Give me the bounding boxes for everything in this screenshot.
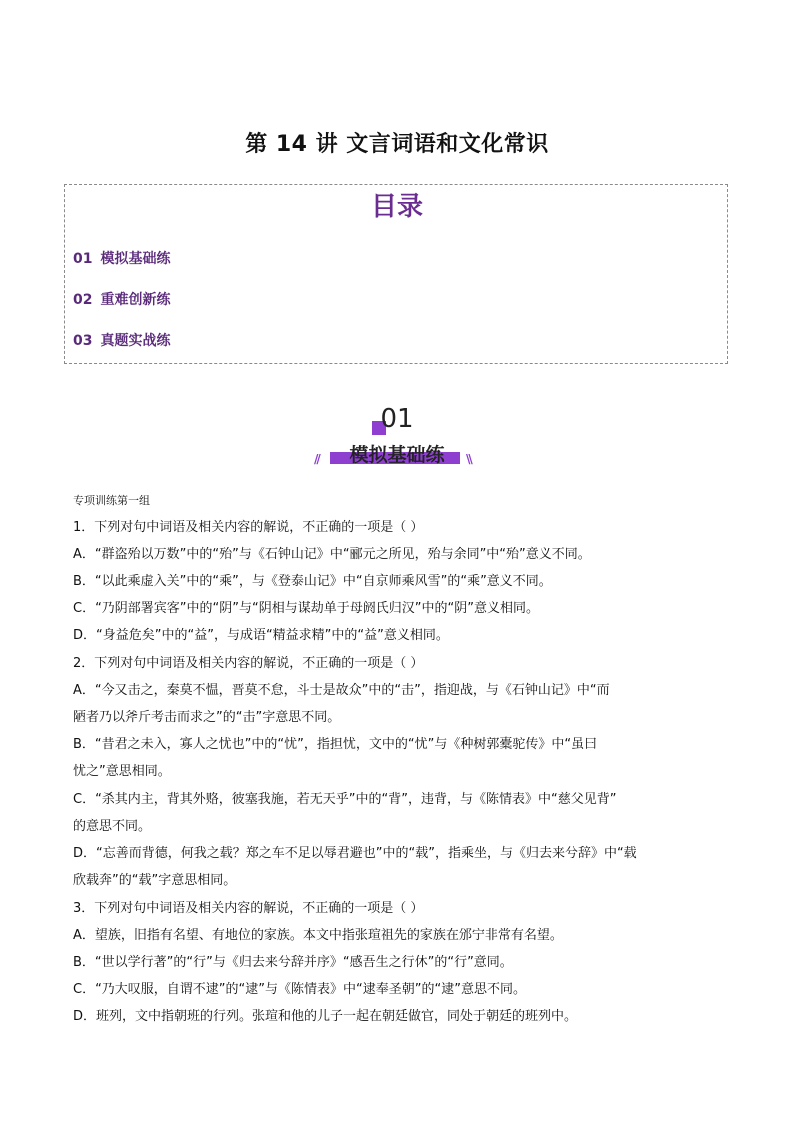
question-line: 2．下列对句中词语及相关内容的解说，不正确的一项是（ ）: [73, 656, 424, 671]
question-line: 陋者乃以斧斤考击而求之”的“击”字意思不同。: [73, 710, 341, 725]
question-line: D．“忘善而背德，何我之载？郑之车不足以辱君避也”中的“载”，指乘坐，与《归去来兮辞》中“载: [73, 846, 637, 861]
question-line: B．“以此乘虚入关”中的“乘”，与《登泰山记》中“自京师乘风雪”的“乘”意义不同。: [73, 574, 552, 589]
toc-item-3[interactable]: [73, 330, 170, 350]
question-line: 欣载奔”的“载”字意思相同。: [73, 873, 237, 888]
question-line: C．“杀其内主，背其外赂，彼塞我施，若无天乎”中的“背”，违背，与《陈情表》中“慈父见背”: [73, 792, 617, 807]
question-line: C．“乃阴部署宾客”中的“阴”与“阴相与谋劫单于母阏氏归汉”中的“阴”意义相同。: [73, 601, 539, 616]
question-line: 忧之”意思相同。: [73, 764, 171, 779]
toc-item-label: 模拟基础练: [100, 251, 171, 267]
question-line: 1．下列对句中词语及相关内容的解说，不正确的一项是（ ）: [73, 520, 424, 535]
question-line: B．“世以学行著”的“行”与《归去来兮辞并序》“感吾生之行休”的“行”意同。: [73, 955, 513, 970]
toc-item-number: 03: [73, 333, 93, 349]
question-line: A．“今又击之，秦莫不愠，晋莫不怠，斗士是故众”中的“击”，指迎战，与《石钟山记》中“而: [73, 683, 610, 698]
question-line: C．“乃大叹服，自谓不逮”的“逮”与《陈情表》中“逮奉圣朝”的“逮”意思不同。: [73, 982, 526, 997]
toc-item-label: 真题实战练: [100, 333, 171, 349]
toc-item-number: 02: [73, 292, 93, 308]
question-line: 的意思不同。: [73, 819, 152, 834]
toc-heading: 目录: [370, 192, 423, 222]
toc-item-number: 01: [73, 251, 93, 267]
page-title: 第 14 讲 文言词语和文化常识: [245, 132, 549, 157]
question-line: A．望族，旧指有名望、有地位的家族。本文中指张瑄祖先的家族在邠宁非常有名望。: [73, 928, 563, 943]
section-title: 模拟基础练: [349, 444, 445, 466]
question-line: D．班列，文中指朝班的行列。张瑄和他的儿子一起在朝廷做官，同处于朝廷的班列中。: [73, 1009, 578, 1024]
section-slash-left: //: [314, 452, 319, 466]
toc-item-label: 重难创新练: [100, 292, 171, 308]
section-number: 01: [380, 404, 414, 434]
question-line: B．“昔君之未入，寡人之忧也”中的“忧”，指担忧，文中的“忧”与《种树郭橐驼传》中“虽曰: [73, 737, 598, 752]
toc-item-1[interactable]: [73, 248, 170, 268]
question-line: A．“群盗殆以万数”中的“殆”与《石钟山记》中“郦元之所见，殆与余同”中“殆”意义不同。: [73, 547, 591, 562]
toc-item-2[interactable]: [73, 289, 170, 309]
group-label: 专项训练第一组: [73, 494, 150, 507]
section-slash-right: \\: [466, 452, 471, 466]
question-line: D．“身益危矣”中的“益”，与成语“精益求精”中的“益”意义相同。: [73, 628, 449, 643]
question-line: 3．下列对句中词语及相关内容的解说，不正确的一项是（ ）: [73, 901, 424, 916]
